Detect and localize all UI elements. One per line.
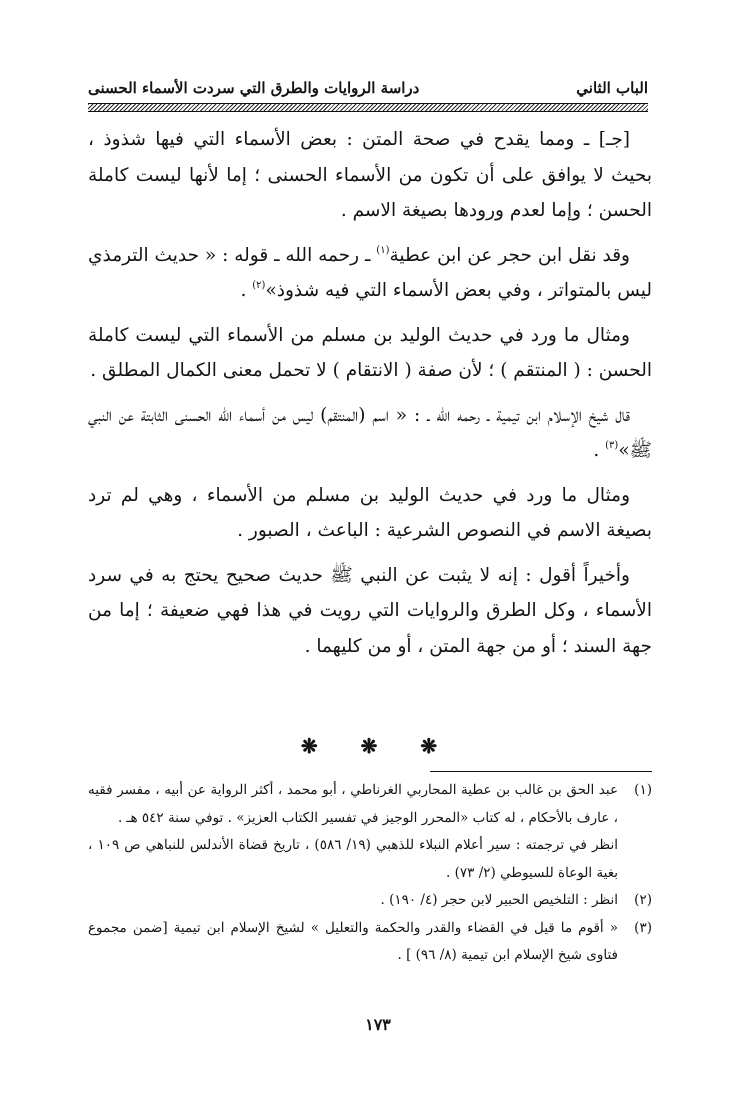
paragraph-4-text-a: قال شيخ الإسلام ابن تيمية ـ رحمه الله ـ : « اسم (المنتقم) ليس من أسماء الله الحسنى الثابتة عن النبي ﷺ» (88, 404, 652, 461)
paragraph-2-text-b: ـ رحمه الله ـ قوله : « حديث الترمذي ليس بالمتواتر ، وفي بعض الأسماء التي فيه شذوذ» (88, 244, 652, 301)
footnote-number: (٣) (634, 919, 652, 936)
footnotes (88, 777, 652, 970)
footnote-number: (٢) (634, 892, 652, 908)
footnote-1 (88, 777, 652, 832)
footnote-3 (88, 915, 652, 970)
paragraph-4-text-b: . (593, 440, 606, 461)
paragraph-2 (88, 238, 652, 309)
section-separator: ❋ ❋ ❋ (300, 734, 456, 758)
footnote-text: انظر : التلخيص الحبير لابن حجر (٤/ ١٩٠) . (380, 892, 618, 908)
footnote-number: (١) (634, 782, 652, 798)
paragraph-2-text-a: وقد نقل ابن حجر عن ابن عطية (389, 244, 630, 266)
footnote-ref-2: (٢) (252, 280, 266, 291)
paragraph-2-text-c: . (240, 280, 253, 301)
footnote-2 (88, 887, 652, 915)
header-rule (88, 103, 648, 112)
paragraph-3: ومثال ما ورد في حديث الوليد بن مسلم من الأسماء التي ليست كاملة الحسن : ( المنتقم ) ؛ لأن صفة ( الانتقام ) لا تحمل معنى الكمال المطلق . (88, 324, 652, 381)
paragraph-6: وأخيراً أقول : إنه لا يثبت عن النبي ﷺ حديث صحيح يحتج به في سرد الأسماء ، وكل الطرق والروايات التي رويت في هذا فهي ضعيفة ؛ إما من جهة السند ؛ أو من جهة المتن ، أو من كليهما . (88, 564, 652, 657)
running-header (88, 76, 648, 100)
footnote-rule (430, 771, 652, 772)
footnote-text: « أقوم ما قيل في القضاء والقدر والحكمة والتعليل » لشيخ الإسلام ابن تيمية [ضمن مجموع فتاوى شيخ الإسلام ابن تيمية (٨/ ٩٦) ] . (88, 919, 618, 963)
main-text (88, 122, 652, 673)
footnote-1-continued (88, 832, 652, 887)
page-number: ١٧٣ (365, 1015, 391, 1034)
footnote-ref-3: (٣) (605, 440, 619, 451)
paragraph-5: ومثال ما ورد في حديث الوليد بن مسلم من الأسماء ، وهي لم ترد بصيغة الاسم في النصوص الشرعية : الباعث ، الصبور . (88, 484, 652, 541)
footnote-text: عبد الحق بن غالب بن عطية المحاربي الغرناطي ، أبو محمد ، أكثر الرواية عن أبيه ، مفسر فقيه ، عارف بالأحكام ، له كتاب «المحرر الوجيز في تفسير الكتاب العزيز» . توفي سنة ٥٤٢ هـ . (88, 782, 618, 826)
footnote-text: انظر في ترجمته : سير أعلام النبلاء للذهبي (١٩/ ٥٨٦) ، تاريخ قضاة الأندلس للنباهي ص ١٠٩ ، بغية الوعاة للسيوطي (٢/ ٧٣) . (88, 837, 618, 881)
paragraph-1: [جـ] ـ ومما يقدح في صحة المتن : بعض الأسماء التي فيها شذوذ ، بحيث لا يوافق على أن تكون من الأسماء الحسنى ؛ إما لأنها ليست كاملة الحسن ؛ وإما لعدم ورودها بصيغة الاسم . (88, 129, 652, 221)
footnote-ref-1: (١) (376, 244, 390, 256)
paragraph-4 (88, 398, 652, 469)
section-title: دراسة الروايات والطرق التي سردت الأسماء الحسنى (88, 79, 420, 97)
chapter-title: الباب الثاني (576, 79, 648, 97)
